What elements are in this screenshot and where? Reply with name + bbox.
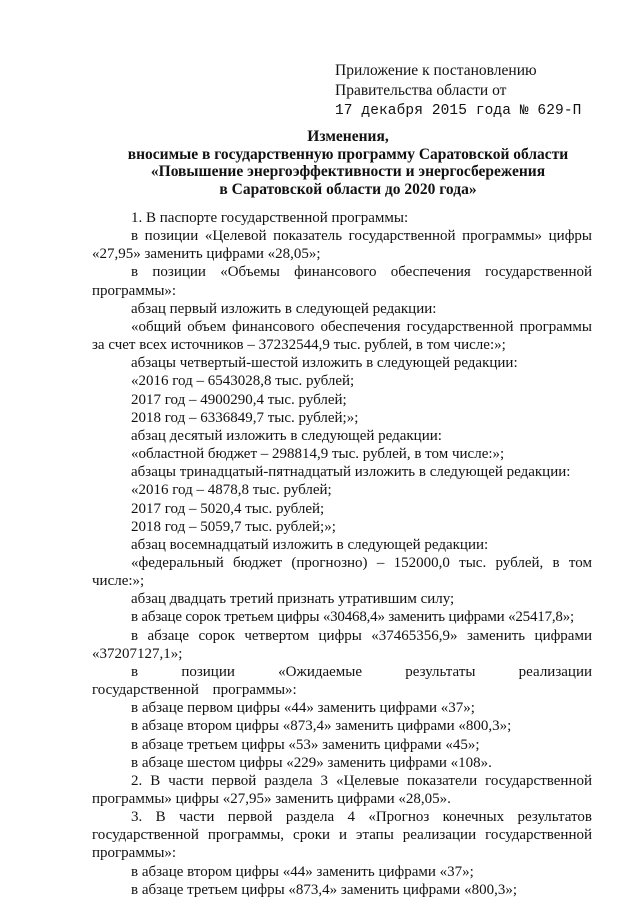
paragraph: «2016 год – 4878,8 тыс. рублей;	[131, 482, 332, 499]
title-line: Изменения,	[307, 128, 389, 145]
section-paragraph: 3. В части первой раздела 4 «Прогноз конечных результатов государственной программы, сроки и этапы реализации государственной программы»:	[92, 809, 592, 862]
header-line: Приложение к постановлению	[335, 62, 537, 79]
paragraph: абзац двадцать третий признать утратившим силу;	[131, 591, 455, 608]
paragraph: в абзаце втором цифры «44» заменить цифрами «37»;	[131, 863, 474, 880]
paragraph: в абзаце втором цифры «873,4» заменить цифрами «800,3»;	[131, 718, 512, 735]
header-date-line: 17 декабря 2015 года № 629-П	[335, 103, 582, 119]
paragraph: абзацы четвертый-шестой изложить в следующей редакции:	[131, 355, 518, 372]
paragraph: абзацы тринадцатый-пятнадцатый изложить в следующей редакции:	[131, 464, 571, 481]
paragraph: в абзаце третьем цифры «873,4» заменить цифрами «800,3»;	[131, 881, 517, 898]
title-line: вносимые в государственную программу Саратовской области	[127, 145, 569, 163]
paragraph: абзац первый изложить в следующей редакции:	[131, 300, 437, 317]
paragraph: в абзаце сорок третьем цифры «30468,4» заменить цифрами «25417,8»;	[131, 609, 574, 626]
paragraph: абзац восемнадцатый изложить в следующей редакции:	[131, 536, 489, 553]
paragraph: 2018 год – 6336849,7 тыс. рублей;»;	[131, 409, 359, 426]
paragraph: 2017 год – 4900290,4 тыс. рублей;	[131, 391, 347, 408]
paragraph: «2016 год – 6543028,8 тыс. рублей;	[131, 373, 355, 390]
document-title	[88, 128, 608, 198]
paragraph: «федеральный бюджет (прогнозно) – 152000,0 тыс. рублей, в том числе:»;	[92, 554, 592, 590]
document-body	[92, 209, 592, 899]
title-line: «Повышение энергоэффективности и энергосбережения	[150, 163, 546, 180]
paragraph: в позиции «Объемы финансового обеспечения государственной программы»:	[92, 264, 592, 299]
paragraph: 2018 год – 5059,7 тыс. рублей;»;	[131, 518, 336, 535]
paragraph: 2017 год – 5020,4 тыс. рублей;	[131, 500, 325, 517]
paragraph: в позиции «Целевой показатель государственной программы» цифры «27,95» заменить цифрами «28,05»;	[92, 228, 592, 263]
section-paragraph: 2. В части первой раздела 3 «Целевые показатели государственной программы» цифры «27,95» заменить цифрами «28,05».	[92, 772, 592, 807]
paragraph: в позиции «Ожидаемые результаты реализации государственной программы»:	[92, 663, 592, 699]
paragraph: «областной бюджет – 298814,9 тыс. рублей, в том числе:»;	[131, 446, 505, 463]
paragraph: в абзаце сорок четвертом цифры «37465356,9» заменить цифрами «37207127,1»;	[92, 627, 592, 662]
approval-header	[335, 61, 625, 121]
title-line: в Саратовской области до 2020 года»	[219, 180, 477, 198]
section-paragraph: 1. В паспорте государственной программы:	[131, 210, 409, 226]
paragraph: «общий объем финансового обеспечения государственной программы за счет всех источников – 37232544,9 тыс. рублей, в том числе:»;	[92, 318, 592, 354]
paragraph: в абзаце первом цифры «44» заменить цифрами «37»;	[131, 700, 475, 717]
paragraph: в абзаце третьем цифры «53» заменить цифрами «45»;	[131, 736, 480, 753]
paragraph: в абзаце шестом цифры «229» заменить цифрами «108».	[131, 754, 492, 771]
paragraph: абзац десятый изложить в следующей редакции:	[131, 427, 442, 444]
header-line: Правительства области от	[335, 82, 507, 99]
